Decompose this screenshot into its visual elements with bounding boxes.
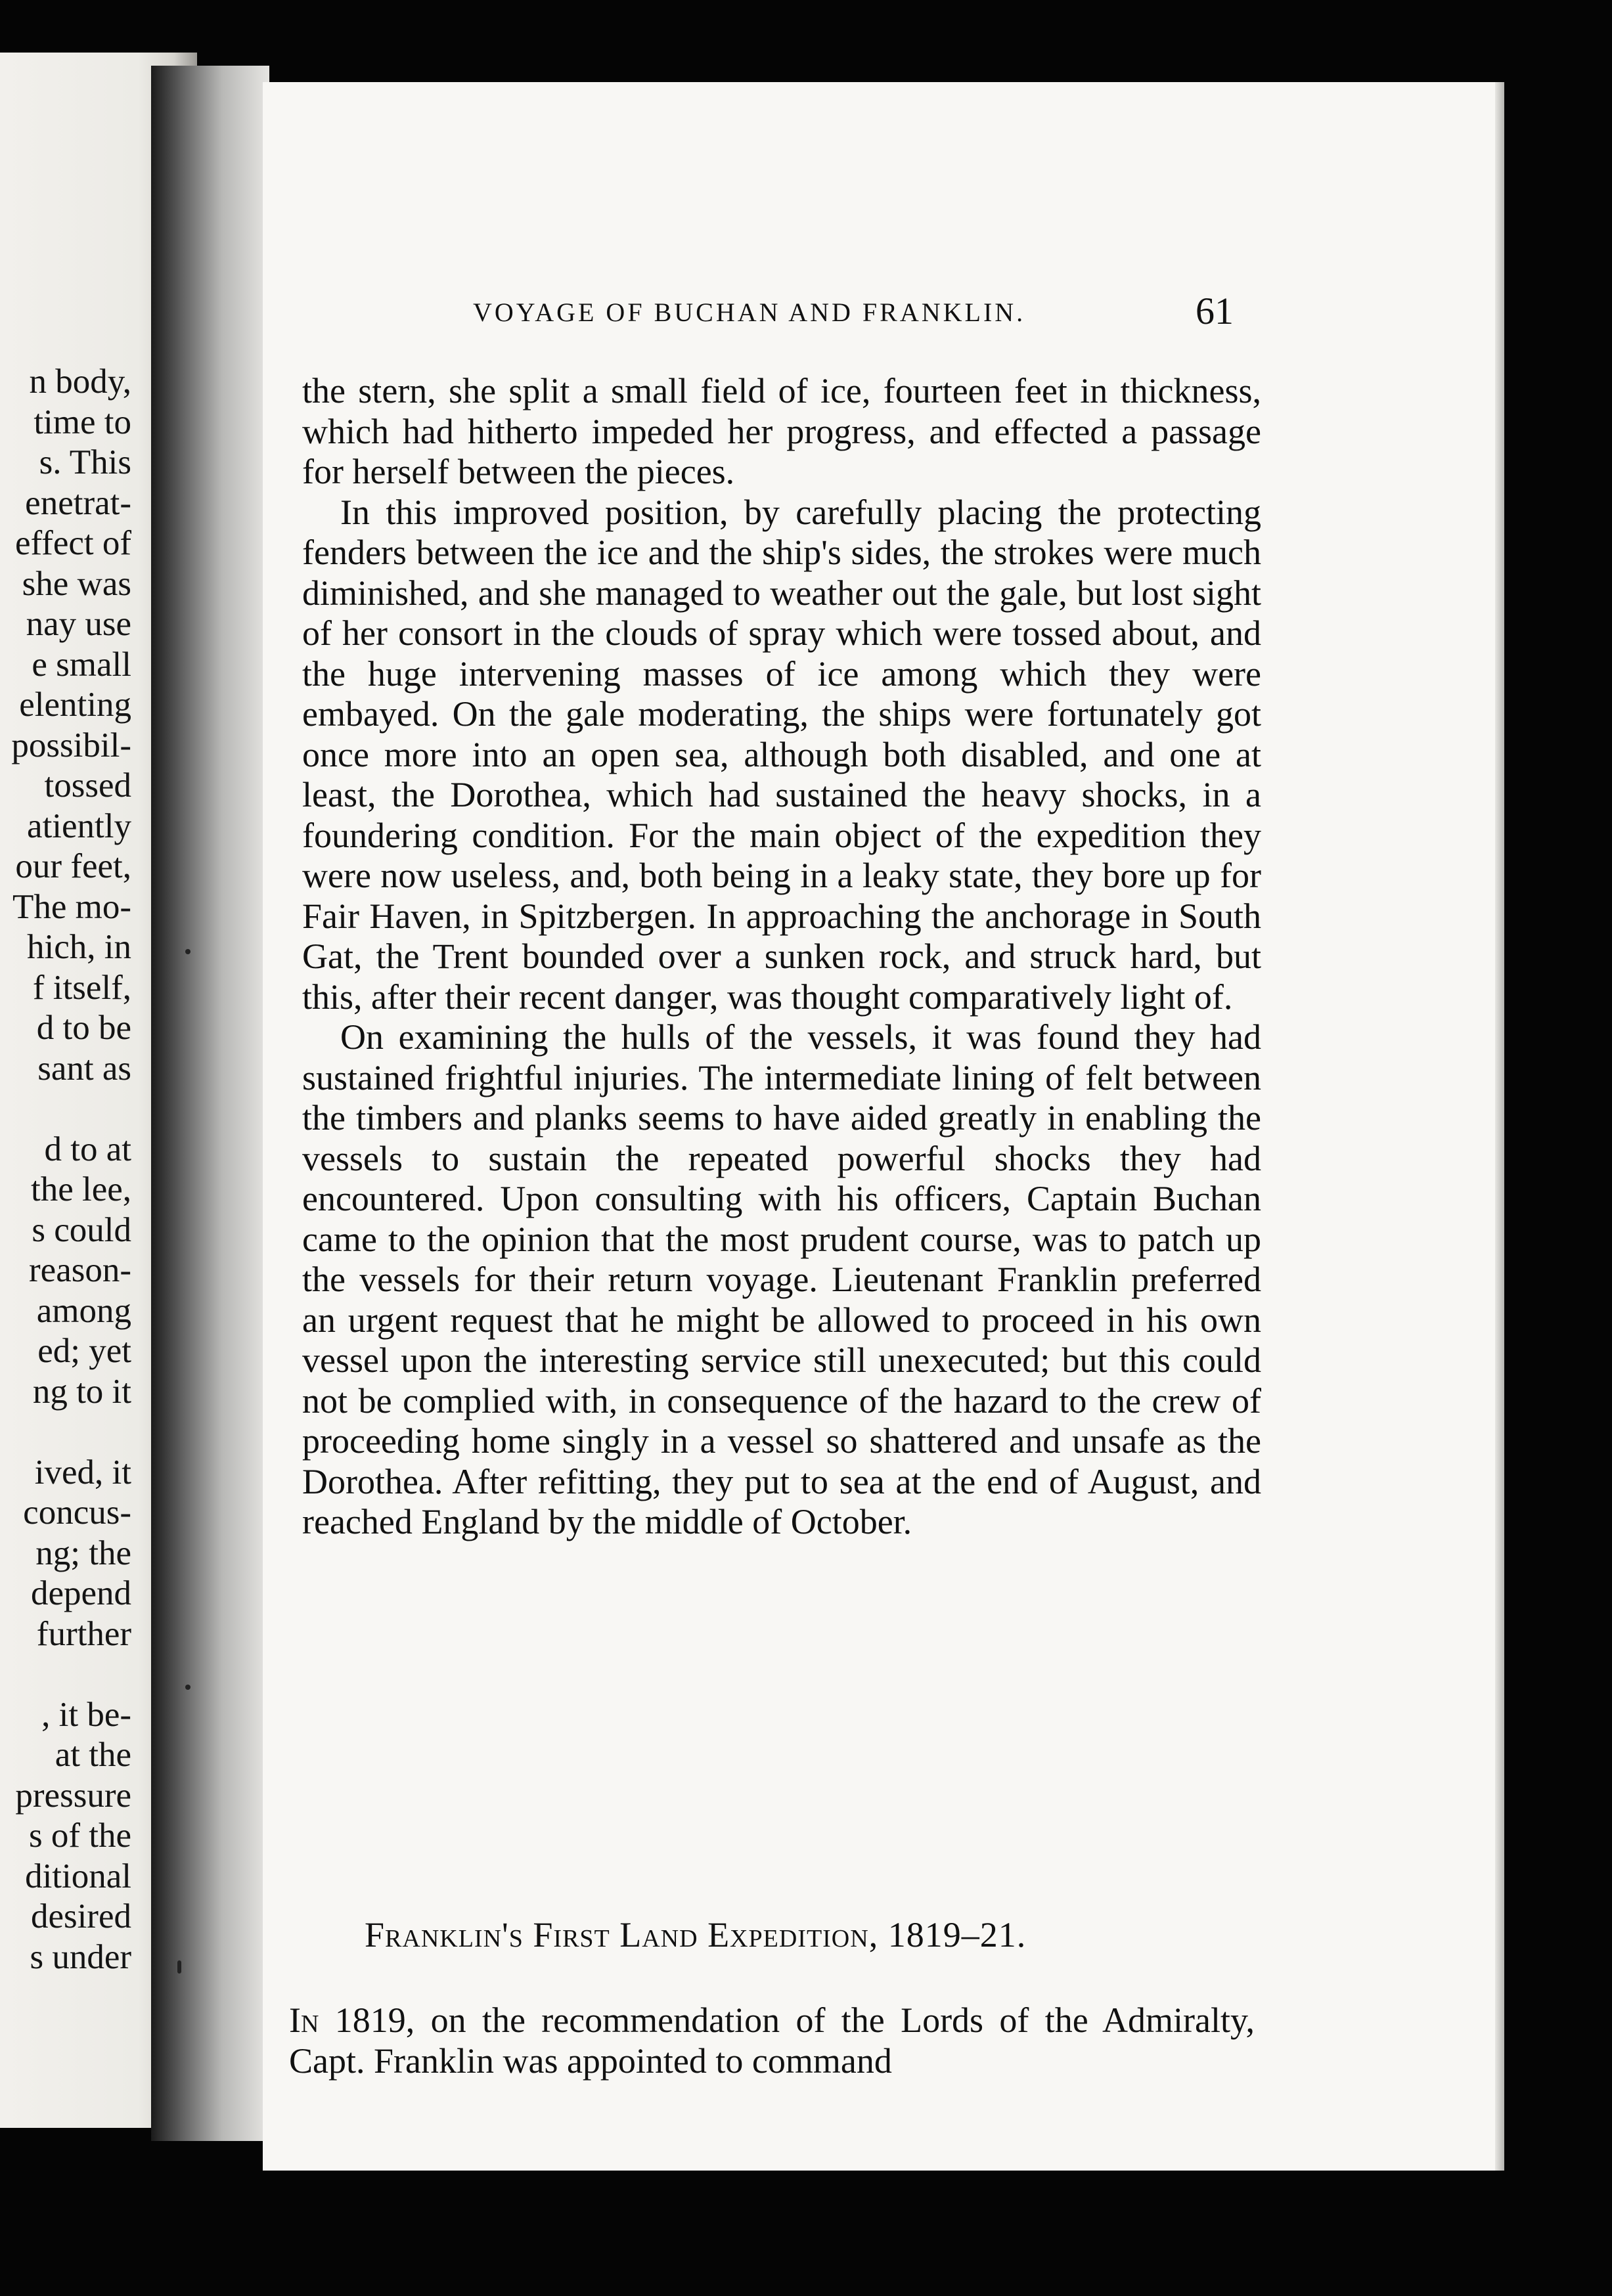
left-page-line: The mo- [12,887,131,926]
left-page-line: our feet, [15,847,131,885]
left-page-line: s. This [39,443,131,481]
page-number: 61 [1196,290,1234,332]
left-page-line: possibil- [11,726,131,764]
section-heading: Franklin's First Land Expedition, 1819–21. [365,1915,1027,1954]
left-page-line: ng to it [32,1372,131,1411]
paragraph-continuation: the stern, she split a small field of ice, fourteen feet in thickness, which had hitherto impeded her progress, and effected a passage for herself between the pieces. [302,371,1261,491]
left-page-line: the lee, [30,1170,131,1208]
left-page-line: f itself, [32,968,131,1007]
left-page-line: tossed [44,766,131,805]
left-page-line: among [36,1291,131,1330]
left-page-line: elenting [19,686,131,724]
left-page-line: concus- [23,1493,131,1532]
left-page-line: she was [22,564,131,603]
left-page-line: desired [30,1897,131,1935]
left-page-line: sant as [37,1049,131,1088]
left-page-line: pressure [15,1776,131,1815]
left-page-line: ditional [25,1857,131,1895]
ink-speck [185,1685,190,1690]
left-page-line: ng; the [35,1534,131,1572]
left-page-line: e small [32,645,131,684]
book-gutter-shadow [151,66,269,2141]
body-text [302,371,1261,1543]
left-page-line: time to [34,403,131,441]
ink-speck [177,1960,181,1974]
right-page [263,82,1504,2171]
running-head: VOYAGE OF BUCHAN AND FRANKLIN. [473,298,1026,327]
left-page-line: enetrat- [25,483,131,522]
paragraph-improved-position: In this improved position, by carefully placing the protecting fenders between the ice and the ship's sides, the strokes were much diminished, and she managed to weather out the gale, but lost sight of her consort in the clouds of spray which were tossed about, and the huge intervening masses of ice among which they were embayed. On the gale moderating, the ships were fortunately got once more into an open sea, although both disabled, and one at least, the Dorothea, which had sustained the heavy shocks, in a foundering condition. For the main object of the expedition they were now useless, and, both being in a leaky state, they bore up for Fair Haven, in Spitzbergen. In approaching the anchorage in South Gat, the Trent bounded over a sunken rock, and struck hard, but this, after their recent danger, was thought comparatively light of. [302,492,1261,1017]
left-page-line: s of the [28,1817,131,1855]
left-page-line: n body, [29,363,131,401]
left-page-line: nay use [26,605,131,643]
paragraph-examining-hulls: On examining the hulls of the vessels, it was found they had sustained frightful injuries. The intermediate lining of felt between the timbers and planks seems to have aided greatly in enabling the vessels to sustain the repeated powerful shocks they had encountered. Upon consulting with his officers, Captain Buchan came to the opinion that the most prudent course, was to patch up the vessels for their return voyage. Lieutenant Franklin preferred an urgent request that he might be allowed to proceed in his own vessel upon the interesting service still unexecuted; but this could not be complied with, in consequence of the hazard to the crew of proceeding home singly in a vessel so shattered and unsafe as the Dorothea. After refitting, they put to sea at the end of August, and reached England by the middle of October. [302,1017,1261,1541]
left-page-line: ived, it [34,1453,131,1491]
paragraph-first-land-expedition [289,2000,1255,2081]
left-page-line: reason- [29,1251,131,1289]
left-page-line: s under [30,1937,131,1976]
left-page-line: at the [55,1736,131,1774]
left-page-line: s could [32,1210,131,1249]
left-page-line: d to be [36,1009,131,1047]
ink-speck [185,949,190,954]
left-page-line: further [36,1614,131,1653]
left-page-line: effect of [14,524,131,562]
left-page-line: ed; yet [37,1332,131,1370]
left-page-line: atiently [27,806,131,845]
left-page-line: hich, in [27,928,131,966]
left-page-line: d to at [44,1130,131,1168]
left-page-line: depend [30,1574,131,1612]
left-page-line: , it be- [41,1695,131,1734]
paragraph-text: 1819, on the recommendation of the Lords of the Admiralty, Capt. Franklin was appointed to command [289,2000,1255,2081]
paragraph-lead-word: In [289,2000,319,2040]
